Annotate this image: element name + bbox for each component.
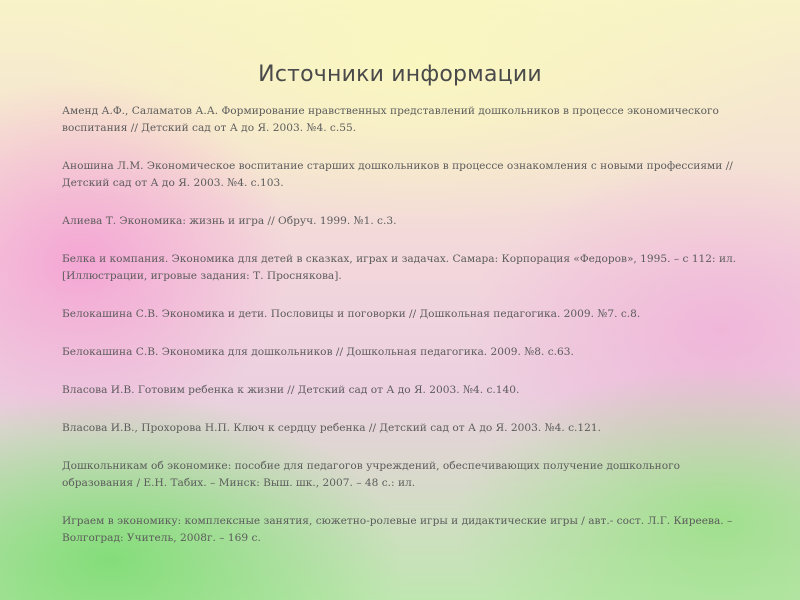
reference-item: Белка и компания. Экономика для детей в сказках, играх и задачах. Самара: Корпорация «Федоров», 1995. – с 112: ил. [Иллюстрации, игровые задания: Т. Проснякова].: [62, 253, 737, 282]
reference-item: Аменд А.Ф., Саламатов А.А. Формирование нравственных представлений дошкольников в процессе экономического воспитания // Детский сад от А до Я. 2003. №4. с.55.: [62, 105, 719, 134]
reference-item: Белокашина С.В. Экономика и дети. Пословицы и поговорки // Дошкольная педагогика. 2009. №7. с.8.: [62, 308, 641, 320]
reference-item: Белокашина С.В. Экономика для дошкольников // Дошкольная педагогика. 2009. №8. с.63.: [62, 346, 574, 358]
page-title: Источники информации: [258, 62, 542, 87]
reference-item: Дошкольникам об экономике: пособие для педагогов учреждений, обеспечивающих получение дошкольного образования / Е.Н. Табих. – Минск: Выш. шк., 2007. – 48 с.: ил.: [62, 460, 681, 489]
reference-item: Власова И.В. Готовим ребенка к жизни // Детский сад от А до Я. 2003. №4. с.140.: [62, 384, 520, 396]
reference-item: Власова И.В., Прохорова Н.П. Ключ к сердцу ребенка // Детский сад от А до Я. 2003. №4. с.121.: [62, 422, 601, 434]
reference-item: Аношина Л.М. Экономическое воспитание старших дошкольников в процессе ознакомления с новыми профессиями // Детский сад от А до Я. 2003. №4. с.103.: [62, 160, 733, 189]
reference-item: Играем в экономику: комплексные занятия, сюжетно-ролевые игры и дидактические игры / авт.- сост. Л.Г. Киреева. – Волгоград: Учитель, 2008г. – 169 с.: [62, 515, 733, 544]
reference-item: Алиева Т. Экономика: жизнь и игра // Обруч. 1999. №1. с.3.: [62, 215, 397, 227]
reference-list: [62, 103, 742, 568]
